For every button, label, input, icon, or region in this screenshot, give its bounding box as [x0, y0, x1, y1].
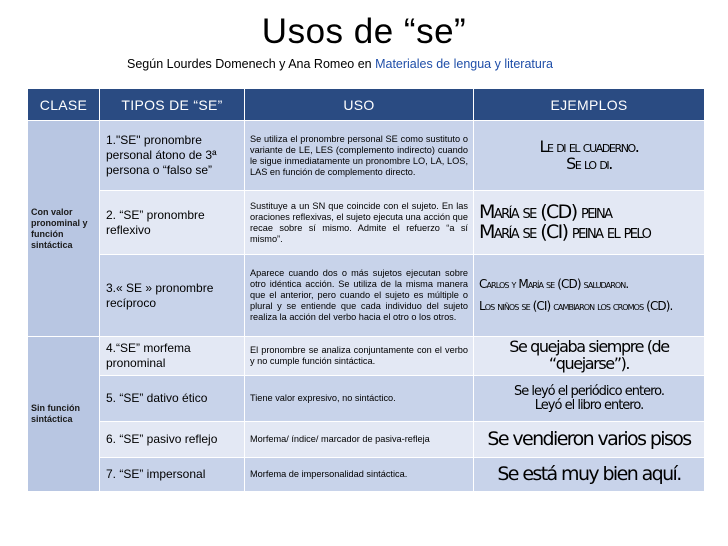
tipo-cell: 5. “SE” dativo ético	[100, 376, 245, 422]
tipo-cell: 2. “SE” pronombre reflexivo	[100, 191, 245, 255]
usos-se-table	[27, 88, 705, 492]
table-row	[28, 121, 705, 191]
table-row	[28, 376, 705, 422]
header-clase: CLASE	[28, 89, 100, 121]
group-pronominal: Con valor pronominal y función sintáctica	[28, 121, 100, 337]
ejemplo-line: Se lo di.	[566, 153, 612, 173]
ejemplo-line: Se leyó el periódico entero.	[513, 383, 665, 399]
ejemplo-line: Leyó el libro entero.	[534, 397, 644, 413]
table-row	[28, 337, 705, 376]
tipo-cell: 1."SE" pronombre personal átono de 3ª persona o “falso se”	[100, 121, 245, 191]
ejemplos-cell	[474, 422, 705, 458]
ejemplo-line: Le di el cuaderno.	[539, 136, 639, 156]
table-row	[28, 255, 705, 337]
ejemplo-line: Los niños se (CI) cambiaron los cromos (CD).	[479, 299, 673, 313]
ejemplos-cell	[474, 121, 705, 191]
ejemplo-line: Carlos y María se (CD) saludaron.	[479, 277, 629, 292]
table-row	[28, 191, 705, 255]
tipo-cell: 6. “SE” pasivo reflejo	[100, 422, 245, 458]
header-tipos: TIPOS DE “SE”	[100, 89, 245, 121]
ejemplo-line: María se (CD) peina	[479, 200, 612, 223]
table-row	[28, 458, 705, 492]
uso-cell: Morfema de impersonalidad sintáctica.	[245, 458, 474, 492]
uso-cell: Aparece cuando dos o más sujetos ejecutan sobre otro idéntica acción. Se utiliza de la misma manera que el anterior, pero cuando el sujeto es múltiple o plural y se entiende que cada individuo del sujeto realiza la acción del verbo hacia el otro o los otros.	[245, 255, 474, 337]
uso-cell: Morfema/ índice/ marcador de pasiva-refleja	[245, 422, 474, 458]
uso-cell: Sustituye a un SN que coincide con el sujeto. En las oraciones reflexivas, el sujeto ejecuta una acción que recae sobre sí mismo. Admite el refuerzo “a sí mismo”.	[245, 191, 474, 255]
ejemplos-cell	[474, 337, 705, 376]
table-row	[28, 422, 705, 458]
slide-subtitle	[127, 57, 553, 72]
ejemplo-line: Se quejaba siempre (de “quejarse”).	[509, 337, 669, 373]
ejemplos-cell	[474, 376, 705, 422]
group-sin-funcion: Sin función sintáctica	[28, 337, 100, 492]
tipo-cell: 3.« SE » pronombre recíproco	[100, 255, 245, 337]
header-ejemplos: EJEMPLOS	[474, 89, 705, 121]
tipo-cell: 4.“SE” morfema pronominal	[100, 337, 245, 376]
uso-cell: El pronombre se analiza conjuntamente con el verbo y no cumple función sintáctica.	[245, 337, 474, 376]
header-row	[28, 89, 705, 121]
subtitle-text: Según Lourdes Domenech y Ana Romeo en	[127, 57, 376, 71]
ejemplos-cell	[474, 458, 705, 492]
uso-cell: Tiene valor expresivo, no sintáctico.	[245, 376, 474, 422]
header-uso: USO	[245, 89, 474, 121]
tipo-cell: 7. “SE” impersonal	[100, 458, 245, 492]
ejemplos-cell	[474, 255, 705, 337]
ejemplo-line: María se (CI) peina el pelo	[479, 220, 651, 243]
ejemplos-cell	[474, 191, 705, 255]
ejemplo-line: Se vendieron varios pisos	[487, 427, 691, 450]
subtitle-link[interactable]: Materiales de lengua y literatura	[375, 57, 553, 71]
slide-title: Usos de “se”	[261, 12, 467, 51]
ejemplo-line: Se está muy bien aquí.	[497, 462, 681, 485]
uso-cell: Se utiliza el pronombre personal SE como sustituto o variante de LE, LES (complemento indirecto) cuando le sigue inmediatamente un pronombre LO, LA, LOS, LAS en función de complemento directo.	[245, 121, 474, 191]
